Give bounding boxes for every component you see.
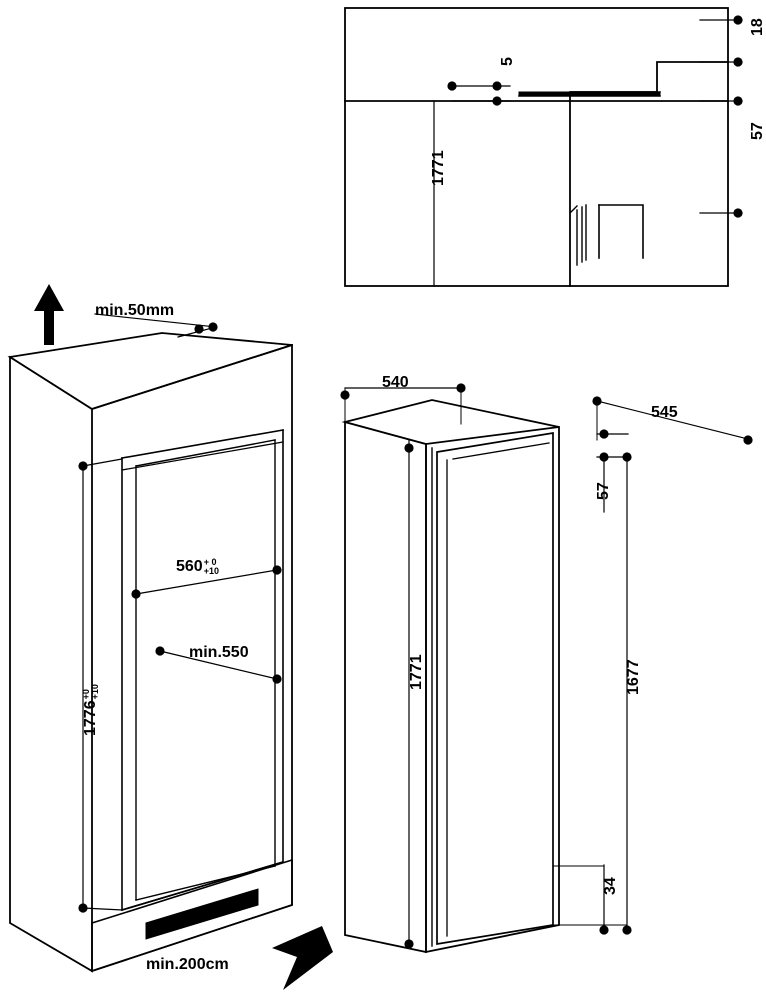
dim-label-min50mm: min.50mm (95, 302, 175, 319)
dim-label-1776-tolerance (82, 684, 100, 699)
dim-label-540: 540 (382, 374, 409, 391)
tol-bottom-2: +10 (90, 684, 100, 700)
dim-label-min550: min.550 (189, 644, 249, 661)
dim-label-57-top: 57 (749, 122, 766, 140)
tol-top-2: +0 (81, 689, 91, 700)
dim-label-560-value: 560 (176, 558, 203, 576)
dim-label-18: 18 (749, 18, 766, 36)
niche-view (10, 284, 333, 990)
dim-label-34: 34 (602, 877, 619, 895)
dim-label-57-appliance: 57 (595, 482, 612, 500)
appliance-view (345, 388, 752, 952)
tol-top: + 0 (203, 557, 217, 567)
dim-label-1771-appliance: 1771 (408, 654, 425, 690)
dim-label-5: 5 (499, 57, 516, 66)
dim-label-min200cm: min.200cm (146, 956, 229, 973)
dimension-dots-niche (78, 322, 281, 912)
dim-label-560-tolerance (204, 558, 219, 576)
dim-label-1776 (82, 684, 100, 736)
dim-label-560 (176, 558, 219, 576)
top-detail-view (345, 8, 742, 286)
tol-bottom: +10 (203, 566, 219, 576)
dim-label-1677: 1677 (625, 659, 642, 695)
dim-label-1771-top: 1771 (430, 150, 447, 186)
dim-label-1776-value: 1776 (82, 700, 100, 736)
dim-label-545: 545 (651, 404, 678, 421)
